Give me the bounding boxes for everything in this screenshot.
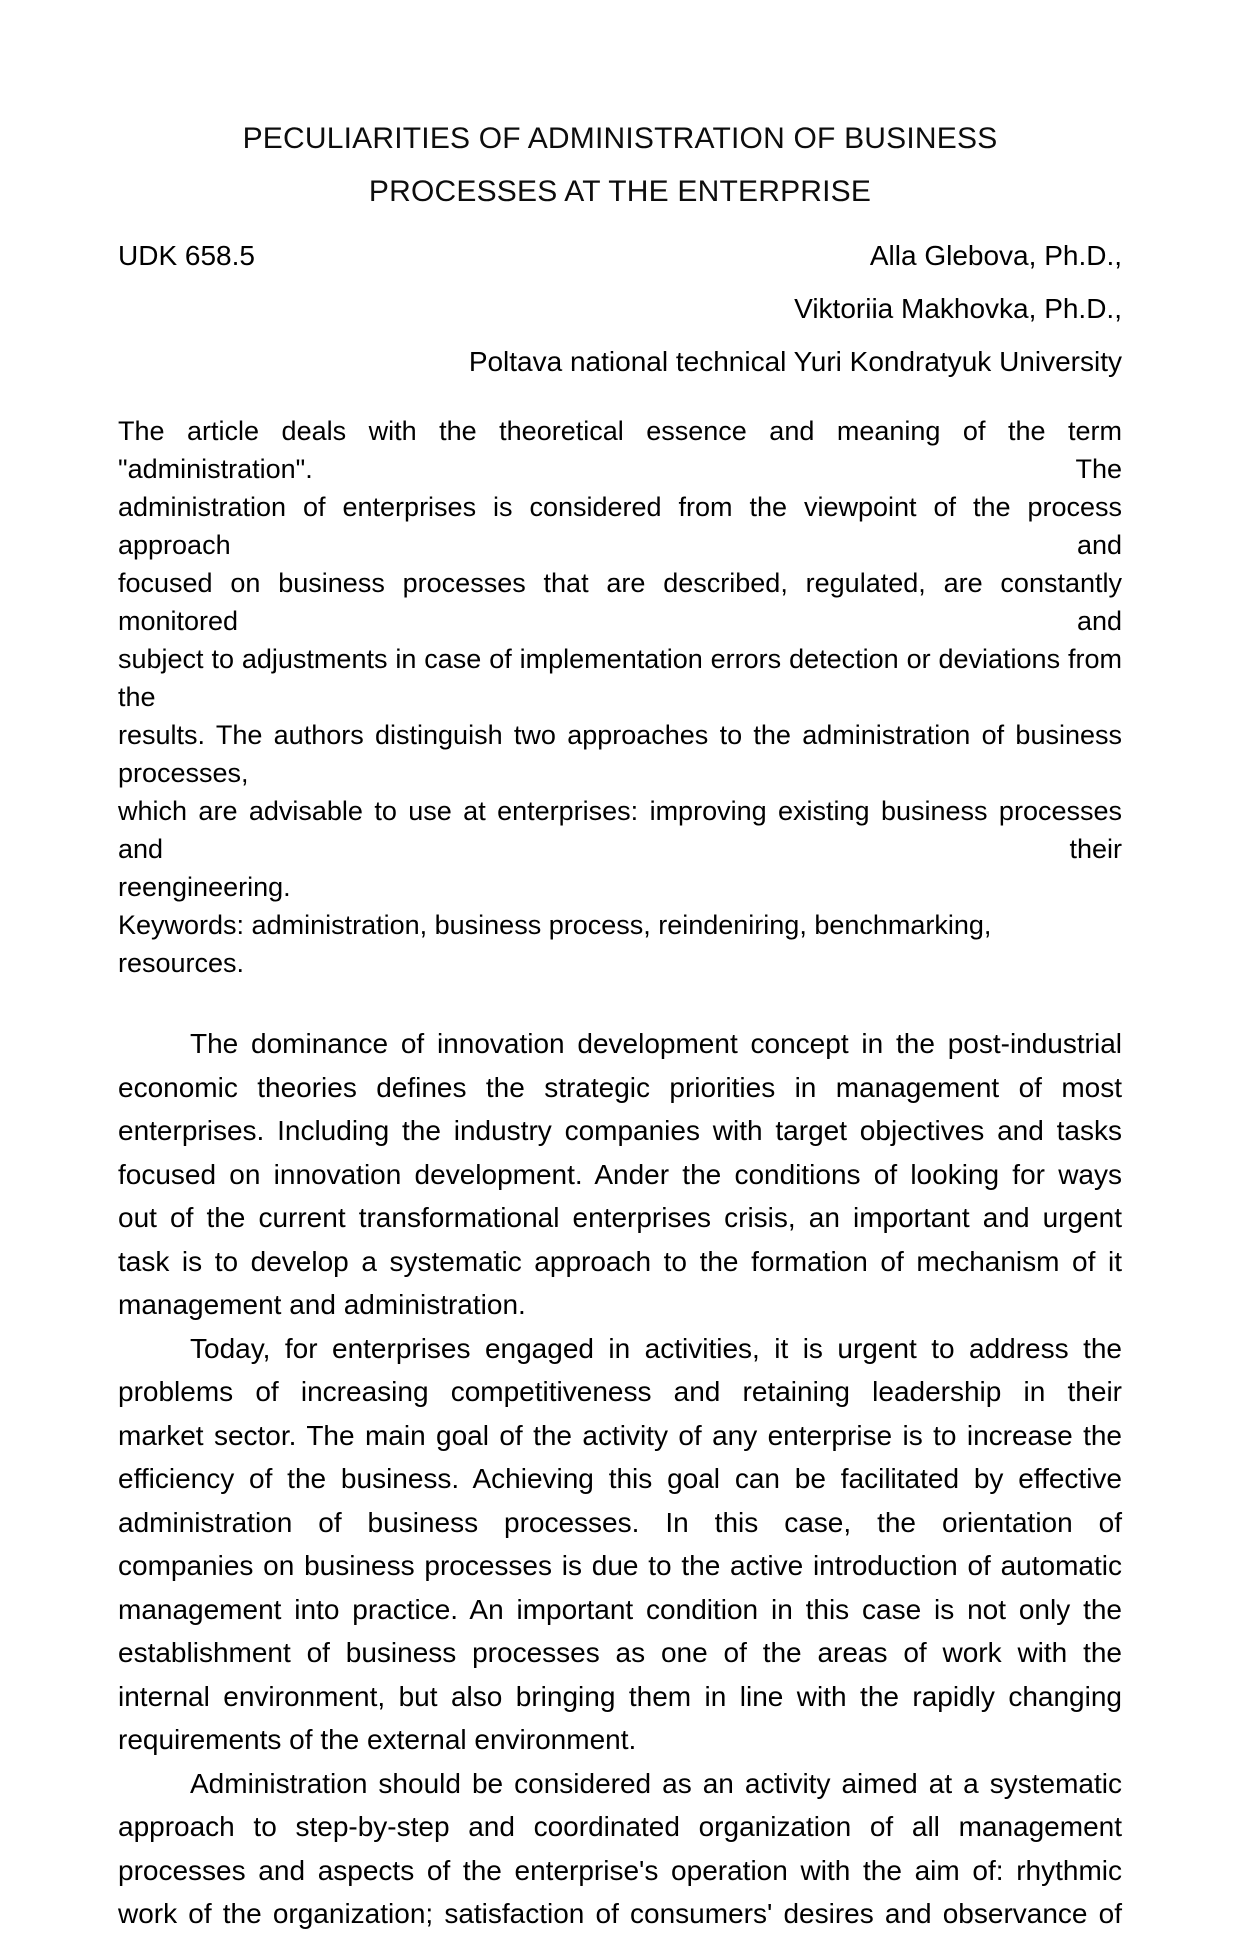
text-line: The dominance of innovation development concept in the post-industrial — [190, 1028, 1122, 1059]
abstract — [118, 412, 1122, 982]
udk-code: UDK 658.5 — [118, 240, 255, 271]
abstract-line: focused on business processes that are described, regulated, are constantly monitored and — [118, 568, 1122, 636]
authors-block — [255, 229, 1122, 388]
text-line: enterprises. Including the industry companies with target objectives and tasks — [118, 1115, 1122, 1146]
keywords-line: Keywords: administration, business process, reindeniring, benchmarking, resources. — [118, 910, 992, 978]
paper-title — [118, 0, 1122, 218]
text-line: Administration should be considered as an activity aimed at a systematic — [190, 1767, 1122, 1799]
paragraph — [118, 1327, 1122, 1762]
byline-row — [118, 229, 1122, 388]
text-line: management into practice. An important condition in this case is not only the — [118, 1593, 1122, 1625]
text-line: establishment of business processes as one of the areas of work with the — [118, 1637, 1122, 1668]
text-line: problems of increasing competitiveness and retaining leadership in their — [118, 1376, 1122, 1407]
title-line: PROCESSES AT THE ENTERPRISE — [368, 175, 872, 208]
text-line: market sector. The main goal of the activity of any enterprise is to increase the — [118, 1419, 1122, 1451]
text-line: efficiency of the business. Achieving this goal can be facilitated by effective — [118, 1463, 1122, 1494]
author-name: Viktoriia Makhovka, Ph.D., — [794, 293, 1122, 324]
article-body — [118, 1022, 1122, 1936]
text-line: approach to step-by-step and coordinated organization of all management — [118, 1811, 1122, 1842]
text-line: management and administration. — [118, 1289, 526, 1320]
text-line: work of the organization; satisfaction of consumers' desires and observance of — [118, 1898, 1122, 1929]
abstract-line: which are advisable to use at enterprises: improving existing business processes and their — [118, 796, 1122, 864]
abstract-line: The article deals with the theoretical essence and meaning of the term "administration". The — [118, 416, 1122, 484]
text-line: focused on innovation development. Ander the conditions of looking for ways — [118, 1158, 1122, 1190]
title-line: PECULIARITIES OF ADMINISTRATION OF BUSINESS — [242, 122, 998, 155]
text-line: economic theories defines the strategic priorities in management of most — [118, 1071, 1122, 1103]
author-affiliation: Poltava national technical Yuri Kondratyuk University — [468, 346, 1122, 377]
author-name: Alla Glebova, Ph.D., — [869, 240, 1122, 271]
text-line: task is to develop a systematic approach to the formation of mechanism of it — [118, 1245, 1122, 1277]
text-line: requirements of the external environment. — [118, 1724, 637, 1755]
abstract-line: administration of enterprises is considered from the viewpoint of the process approach and — [118, 492, 1122, 560]
abstract-line: results. The authors distinguish two approaches to the administration of business processes, — [118, 720, 1122, 788]
paragraph — [118, 1022, 1122, 1327]
abstract-line: reengineering. — [118, 872, 291, 902]
text-line: administration of business processes. In this case, the orientation of — [118, 1506, 1122, 1538]
text-line: out of the current transformational enterprises crisis, an important and urgent — [118, 1202, 1122, 1233]
text-line: companies on business processes is due to the active introduction of automatic — [118, 1550, 1122, 1581]
text-line: internal environment, but also bringing them in line with the rapidly changing — [118, 1680, 1122, 1712]
paragraph — [118, 1762, 1122, 1936]
abstract-line: subject to adjustments in case of implementation errors detection or deviations from the — [118, 644, 1122, 712]
text-line: Today, for enterprises engaged in activities, it is urgent to address the — [190, 1332, 1122, 1364]
text-line: processes and aspects of the enterprise's operation with the aim of: rhythmic — [118, 1854, 1122, 1886]
